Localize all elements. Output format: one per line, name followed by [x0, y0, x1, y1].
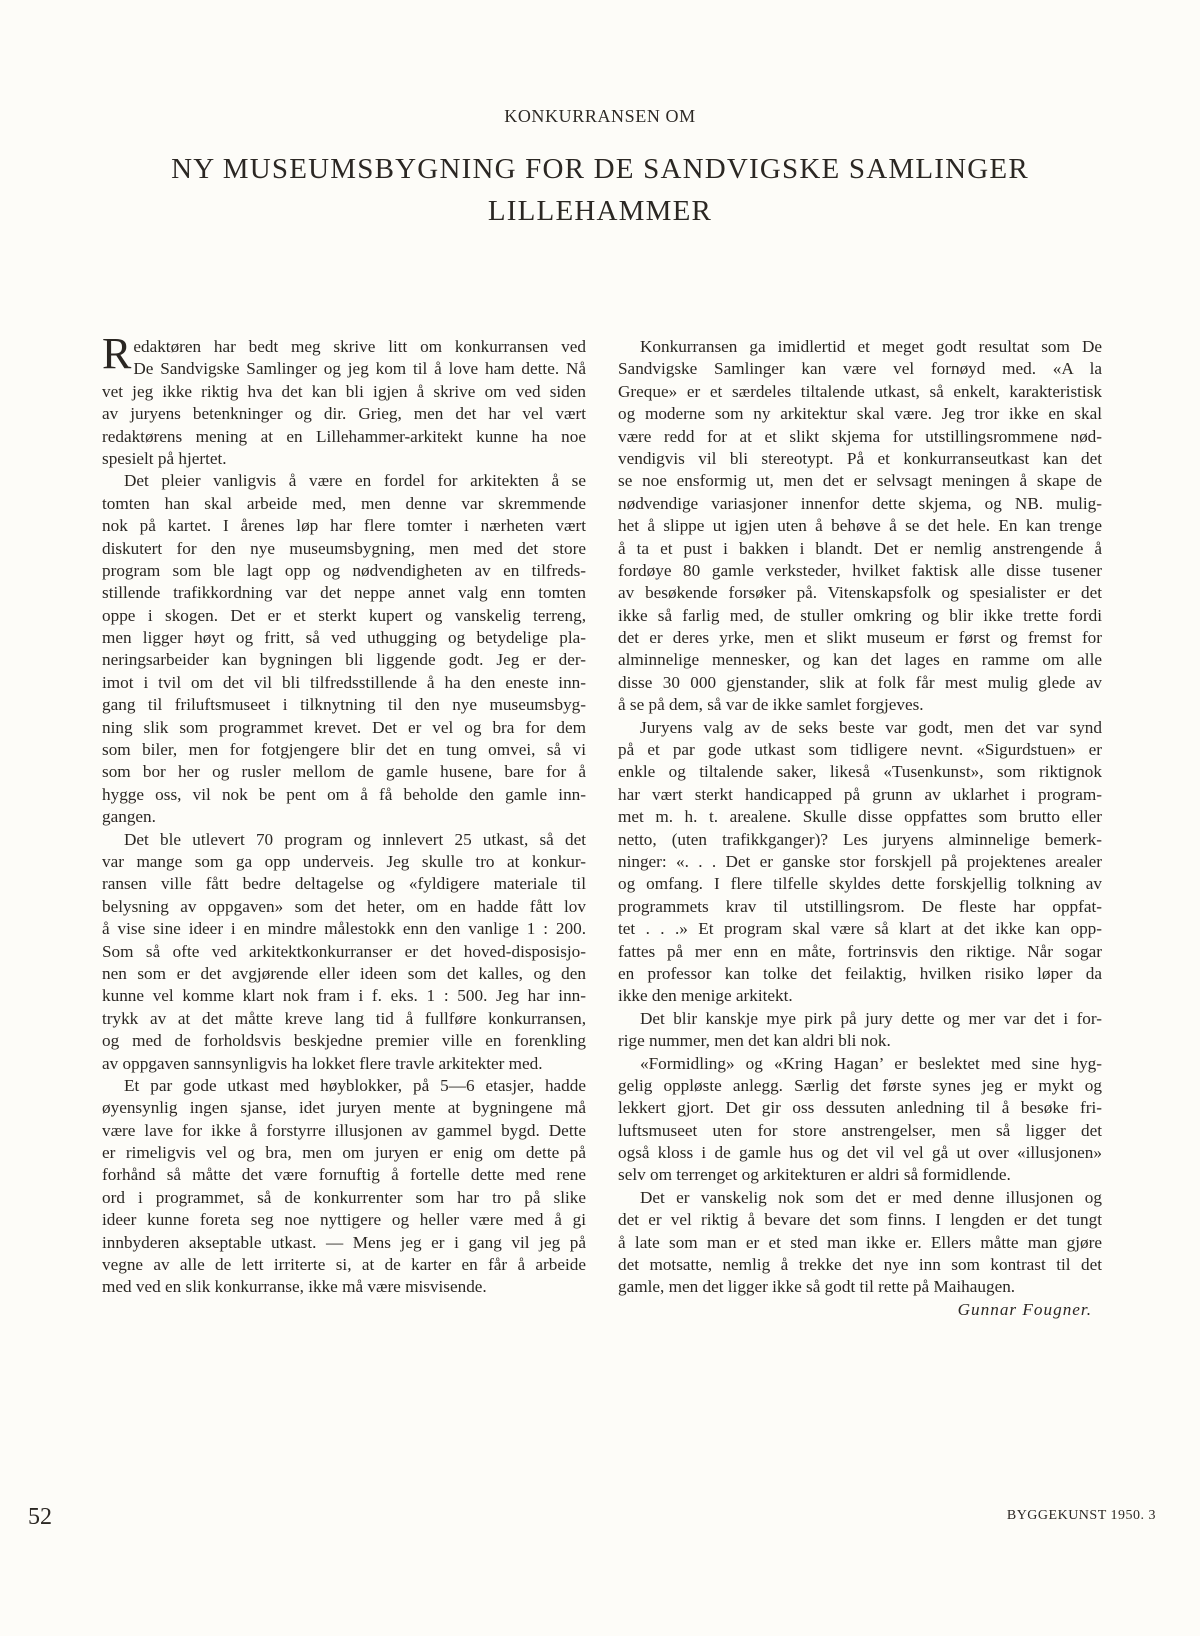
text-line: vendigvis vil bli stereotypt. På et konkurranseutkast kan det	[618, 448, 1102, 468]
text-line: selv om terrenget og arkitekturen er aldri så formidlende.	[618, 1165, 1011, 1185]
paragraph	[618, 717, 1102, 1008]
text-line: Det blir kanskje mye pirk på jury dette og mer var det i for-	[640, 1008, 1102, 1028]
text-line: alminnelige mennesker, og kan det lages en ramme om alle	[618, 650, 1102, 670]
text-line: av juryens betenkninger og dir. Grieg, men det har vel vært	[102, 404, 586, 424]
text-line: har vært sterkt handicapped på grunn av uklarhet i program-	[618, 784, 1102, 804]
text-line: gamle, men det ligger ikke så godt til rette på Maihaugen.	[618, 1277, 1016, 1297]
text-line: met m. h. t. arealene. Skulle disse oppfattes som brutto eller	[618, 807, 1102, 827]
text-line: med ved en slik konkurranse, ikke må være misvisende.	[102, 1277, 487, 1297]
text-line: gelig oppløste anlegg. Særlig det første synes jeg er mykt og	[618, 1075, 1102, 1095]
left-column	[102, 329, 586, 1299]
text-line: være lave for ikke å forstyrre illusjonen av gammel bygd. Dette	[102, 1120, 586, 1140]
text-line: se noe ensformig ut, men det er selvsagt meningen å skape de	[618, 471, 1102, 491]
paragraph	[618, 1187, 1102, 1299]
paragraph	[618, 1008, 1102, 1053]
text-line: tet . . .» Et program skal være så klart at det ikke kan opp-	[618, 919, 1102, 939]
text-line: stillende trafikkordning var det neppe annet valg enn tomten	[102, 583, 586, 603]
text-line: være redd for at et slikt skjema for utstillingsrommene nød-	[618, 426, 1102, 446]
text-line: Det ble utlevert 70 program og innlevert 25 utkast, så det	[124, 829, 586, 849]
paragraph	[102, 1075, 586, 1299]
text-line: å vise sine ideer i en mindre målestokk enn den vanlige 1 : 200.	[102, 919, 586, 939]
paragraph	[102, 470, 586, 828]
journal-issue: BYGGEKUNST 1950. 3	[1006, 1508, 1156, 1523]
right-column	[618, 336, 1102, 1321]
text-line: fattes på mer enn en måte, fortrinsvis den riktige. Når sogar	[618, 941, 1102, 961]
text-line: på et par gode utkast som tidligere nevnt. «Sigurdstuen» er	[618, 740, 1102, 760]
drop-cap: R	[102, 329, 132, 378]
title-line: LILLEHAMMER	[487, 195, 713, 227]
text-line: å se på dem, så var de ikke samlet forgjeves.	[618, 695, 924, 715]
text-line: øyensynlig ingen sjanse, idet juryen mente at bygningene må	[102, 1098, 586, 1118]
text-line: å ta et pust i bakken i blandt. Det er nemlig anstrengende å	[618, 538, 1102, 558]
text-line: Sandvigske Samlinger kan være vel fornøyd med. «A la	[618, 359, 1102, 379]
text-line: Greque» er et særdeles tiltalende utkast, så enkelt, karakteristisk	[618, 381, 1102, 401]
text-line: enkle og tiltalende saker, likeså «Tusenkunst», som riktignok	[618, 762, 1102, 782]
text-line: og moderne som ny arkitektur skal være. Jeg tror ikke en skal	[618, 404, 1102, 424]
text-line: ransen ville fått bedre deltagelse og «fyldigere materiale til	[102, 874, 586, 894]
text-line: het å slippe ut igjen uten å behøve å se det hele. En kan trenge	[618, 516, 1102, 536]
text-line: også kloss i de gamle hus og det vil vel gå ut over «illusjonen»	[618, 1143, 1102, 1163]
text-line: som bor her og rusler mellom de gamle husene, bare for å	[102, 762, 586, 782]
text-line: tomten han skal arbeide med, men denne var skremmende	[102, 493, 586, 513]
text-line: «Formidling» og «Kring Hagan’ er beslektet med sine hyg-	[640, 1053, 1102, 1073]
text-line: luftsmuseet uten for store anstrengelser, men så ligger det	[618, 1120, 1102, 1140]
paragraph	[102, 329, 586, 470]
author-signature: Gunnar Fougner.	[957, 1299, 1092, 1319]
text-line: kunne vel komme klart nok fram i f. eks. 1 : 500. Jeg har inn-	[102, 986, 586, 1006]
text-line: netto, (uten trafikkganger)? Les juryens alminnelige bemerk-	[618, 829, 1102, 849]
text-line: Juryens valg av de seks beste var godt, men det var synd	[640, 717, 1102, 737]
text-line: ikke den menige arkitekt.	[618, 986, 793, 1006]
text-line: trykk av at det måtte kreve lang tid å fullføre konkurransen,	[102, 1008, 586, 1028]
page-number: 52	[28, 1504, 52, 1530]
text-line: det motsatte, nemlig å trekke det nye inn som kontrast til det	[618, 1255, 1102, 1275]
text-line: innbyderen akseptable utkast. — Mens jeg er i gang vil jeg på	[102, 1232, 586, 1252]
text-line: lekkert gjort. Det gir oss dessuten anledning til å besøke fri-	[618, 1098, 1102, 1118]
text-line: fordøye 80 gamle verksteder, hvilket faktisk alle disse tusener	[618, 560, 1102, 580]
text-line: var mange som ga opp underveis. Jeg skulle tro at konkur-	[102, 851, 586, 871]
text-line: diskutert for den nye museumsbygning, men med det store	[102, 538, 586, 558]
text-line: belysning av oppgaven» som det heter, om en hadde fått lov	[102, 896, 586, 916]
text-line: Som så ofte ved arkitektkonkurranser er det hoved-disposisjo-	[102, 941, 586, 961]
text-line: det er vel riktig å bevare det som finns. I lengden er det tungt	[618, 1210, 1102, 1230]
text-line: Konkurransen ga imidlertid et meget godt resultat som De	[640, 337, 1102, 356]
text-line: oppe i skogen. Det er et sterkt kupert og vanskelig terreng,	[102, 605, 586, 625]
text-line: å late som man er et sted man ikke er. Ellers måtte man gjøre	[618, 1232, 1102, 1252]
text-line: er rimeligvis vel og bra, men om juryen er enig om dette på	[102, 1143, 586, 1163]
text-line: av oppgaven sannsynligvis ha lokket flere travle arkitekter med.	[102, 1053, 543, 1073]
text-line: nødvendige variasjoner innenfor dette skjema, og NB. mulig-	[618, 493, 1102, 513]
text-line: programmets krav til utstillingsrom. De fleste har oppfat-	[618, 896, 1102, 916]
text-line: hygge oss, vil nok be pent om å få beholde den gamle inn-	[102, 784, 586, 804]
paragraph	[618, 336, 1102, 717]
text-line: av besøkende forsøker på. Vitenskapsfolk og spesialister er det	[618, 583, 1102, 603]
text-line: neringsarbeider kan bygningen bli liggende godt. Jeg er der-	[102, 650, 586, 670]
text-line: Et par gode utkast med høyblokker, på 5—6 etasjer, hadde	[124, 1075, 586, 1095]
text-line: vegne av alle de lett irriterte si, at de karter en får å arbeide	[102, 1255, 586, 1275]
text-line: Det er vanskelig nok som det er med denne illusjonen og	[640, 1187, 1102, 1207]
text-line: nok på kartet. I årenes løp har flere tomter i nærheten vært	[102, 516, 586, 536]
paragraph	[102, 829, 586, 1075]
text-line: ord i programmet, så de konkurrenter som har tro på slike	[102, 1187, 586, 1207]
text-line: ideer kunne foreta seg noe nyttigere og heller være med å gi	[102, 1210, 586, 1230]
text-line: rige nummer, men det kan aldri bli nok.	[618, 1031, 891, 1051]
article-title	[0, 148, 1200, 232]
text-line: De Sandvigske Samlinger og jeg kom til å love ham dette. Nå	[133, 359, 586, 379]
text-line: og omfang. I flere tilfelle skyldes dette forskjellig tolkning av	[618, 874, 1102, 894]
title-line: NY MUSEUMSBYGNING FOR DE SANDVIGSKE SAMLINGER	[171, 153, 1029, 185]
text-line: spesielt på hjertet.	[102, 448, 227, 468]
text-line: program som ble lagt opp og nødvendigheten av en tilfreds-	[102, 560, 586, 580]
text-line: forhånd så måtte det være fornuftig å fortelle dette med rene	[102, 1165, 586, 1185]
text-line: det er deres yrke, men et slikt museum er først og fremst for	[618, 628, 1102, 648]
text-line: en professor kan tolke det feilaktig, hvilken risiko løper da	[618, 963, 1102, 983]
text-line: gang til friluftsmuseet i tilknytning til den nye museumsbyg-	[102, 695, 586, 715]
text-line: nen som er det avgjørende eller ideen som det kalles, og den	[102, 963, 586, 983]
text-line: Det pleier vanligvis å være en fordel for arkitekten å se	[124, 471, 586, 491]
text-line: vet jeg ikke riktig hva det kan bli igjen å skrive om ved siden	[102, 381, 586, 401]
text-line: ikke så farlig med, de stuller omkring og blir ikke trette fordi	[618, 605, 1102, 625]
text-line: disse 30 000 gjenstander, slik at folk får mest mulig glede av	[618, 672, 1102, 692]
text-line: redaktørens mening at en Lillehammer-arkitekt kunne ha noe	[102, 426, 586, 446]
article-kicker: KONKURRANSEN OM	[504, 106, 696, 126]
text-line: ning slik som programmet krevet. Det er vel og bra for dem	[102, 717, 586, 737]
text-line: Redaktøren har bedt meg skrive litt om konkurransen ved	[102, 329, 586, 378]
text-line: gangen.	[102, 807, 156, 827]
text-line: som biler, men for fotgjengere blir det en tung omvei, så vi	[102, 740, 586, 760]
text-line: og med de forholdsvis beskjedne premier ville en forenkling	[102, 1031, 586, 1051]
text-line: imot i tvil om det vil bli tilfredsstillende å ha den eneste inn-	[102, 672, 586, 692]
paragraph	[618, 1053, 1102, 1187]
text-line: ninger: «. . . Det er ganske stor forskjell på projektenes arealer	[618, 851, 1102, 871]
text-line: men ligger høyt og fritt, så ved uthugging og betydelige pla-	[102, 628, 586, 648]
